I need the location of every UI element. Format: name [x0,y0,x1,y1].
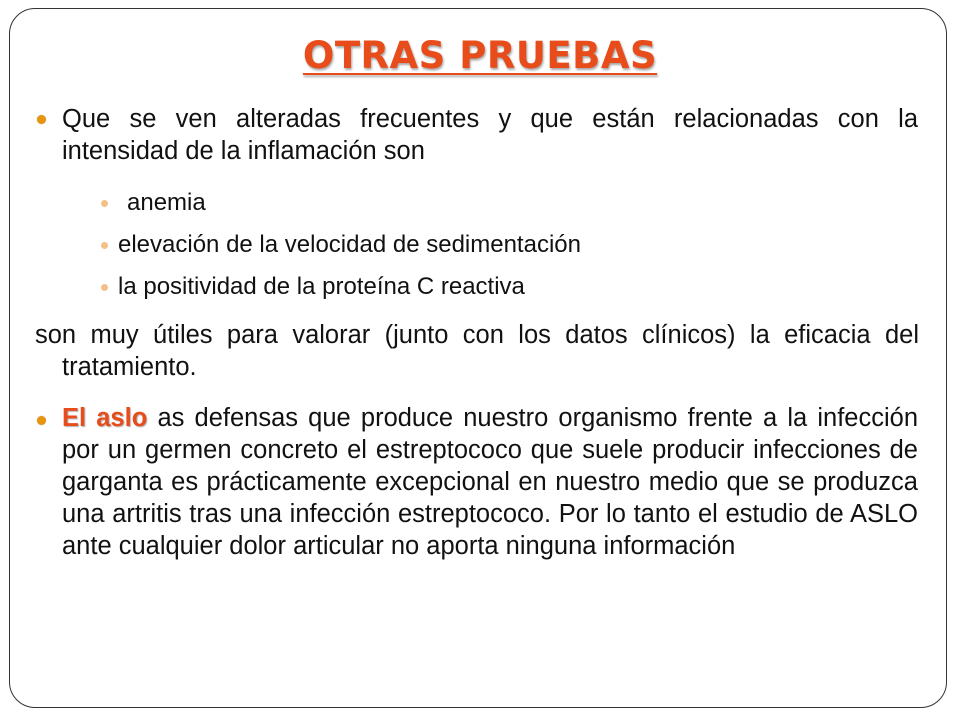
sub-item-pcr: la positividad de la proteína C reactiva [118,273,525,300]
conclusion-text: son muy útiles para valorar (junto con los datos clínicos) la eficacia del tratamiento. [35,321,919,381]
sub-bullet-icon [101,242,108,249]
intro-paragraph: Que se ven alteradas frecuentes y que están relacionadas con la intensidad de la inflamación son [62,105,918,165]
conclusion-paragraph [35,319,919,383]
sub-bullet-icon [101,200,108,207]
bullet-icon [37,416,46,425]
sub-item-vsg: elevación de la velocidad de sedimentación [118,231,581,258]
slide-title: OTRAS PRUEBAS [302,34,658,77]
aslo-highlight: El aslo [62,404,148,432]
sub-bullet-icon [101,284,108,291]
aslo-paragraph [62,402,918,562]
aslo-text: as defensas que produce nuestro organismo frente a la infección por un germen concreto el estreptococo que suele producir infecciones de garganta es prácticamente excepcional en nuestro medio que se produzca una artritis tras una infección estreptococo. Por lo tanto el estudio de ASLO ante cualquier dolor articular no aporta ninguna información [62,404,918,560]
sub-item-anemia: anemia [127,189,206,216]
bullet-icon [37,115,46,124]
